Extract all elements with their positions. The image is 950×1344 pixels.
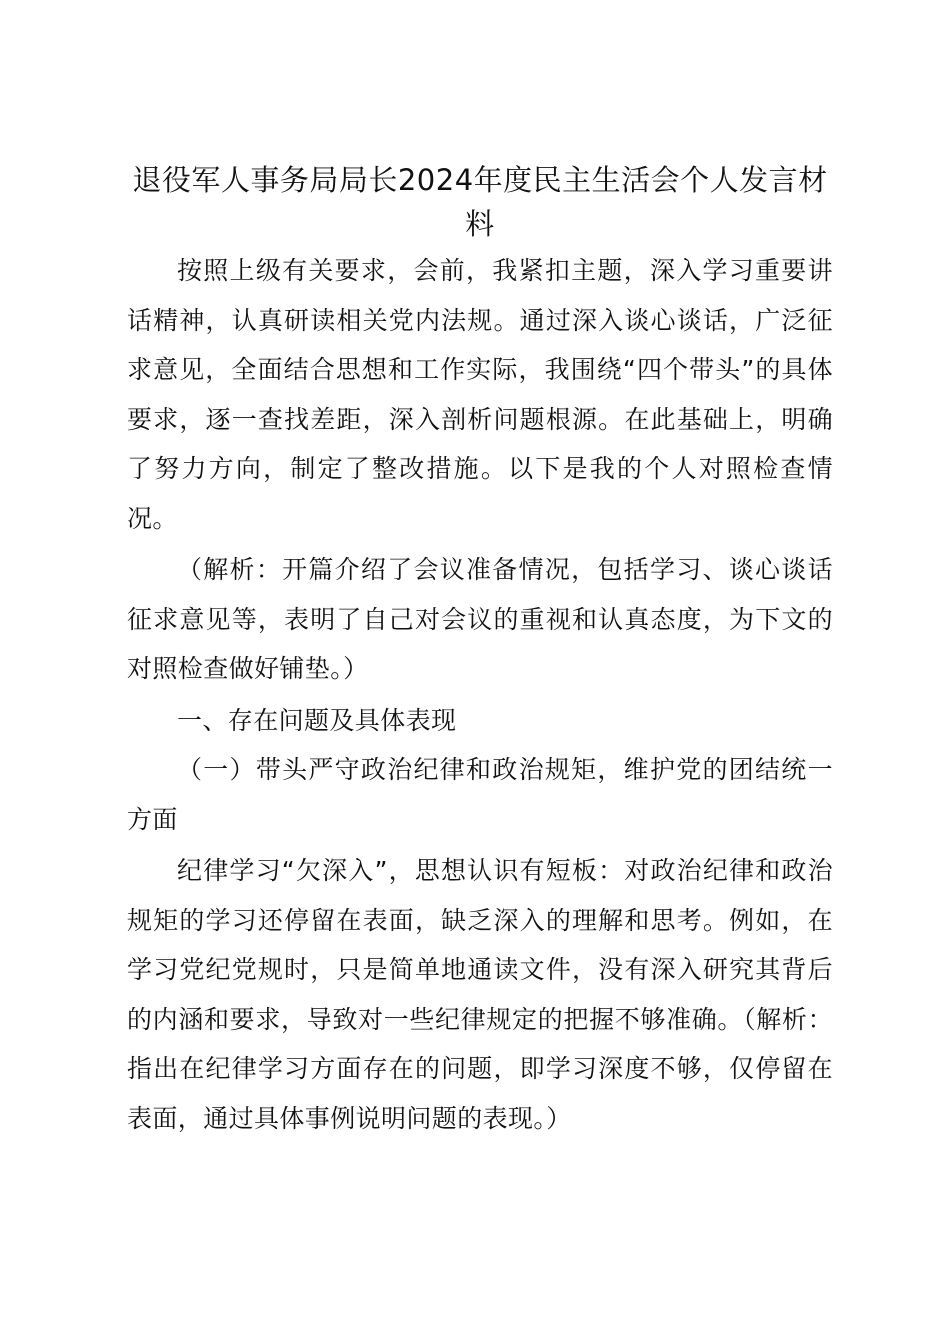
section-heading: 一、存在问题及具体表现: [177, 705, 457, 735]
document-title: 退役军人事务局局长2024年度民主生活会个人发言材料: [132, 163, 828, 241]
document-body: [127, 158, 833, 1143]
title-block: [127, 158, 833, 246]
intro-analysis-paragraph: （解析：开篇介绍了会议准备情况，包括学习、谈心谈话征求意见等，表明了自己对会议的重视和认真态度，为下文的对照检查做好铺垫。）: [127, 555, 833, 683]
discipline-study-paragraph: 纪律学习“欠深入”，思想认识有短板：对政治纪律和政治规矩的学习还停留在表面，缺乏深入的理解和思考。例如，在学习党纪党规时，只是简单地通读文件，没有深入研究其背后的内涵和要求，导致对一些纪律规定的把握不够准确。（解析：指出在纪律学习方面存在的问题，即学习深度不够，仅停留在表面，通过具体事例说明问题的表现。）: [127, 856, 833, 1133]
subsection-heading: （一）带头严守政治纪律和政治规矩，维护党的团结统一方面: [127, 755, 833, 834]
intro-paragraph: 按照上级有关要求，会前，我紧扣主题，深入学习重要讲话精神，认真研读相关党内法规。通过深入谈心谈话，广泛征求意见，全面结合思想和工作实际，我围绕“四个带头”的具体要求，逐一查找差距，深入剖析问题根源。在此基础上，明确了努力方向，制定了整改措施。以下是我的个人对照检查情况。: [127, 256, 833, 533]
